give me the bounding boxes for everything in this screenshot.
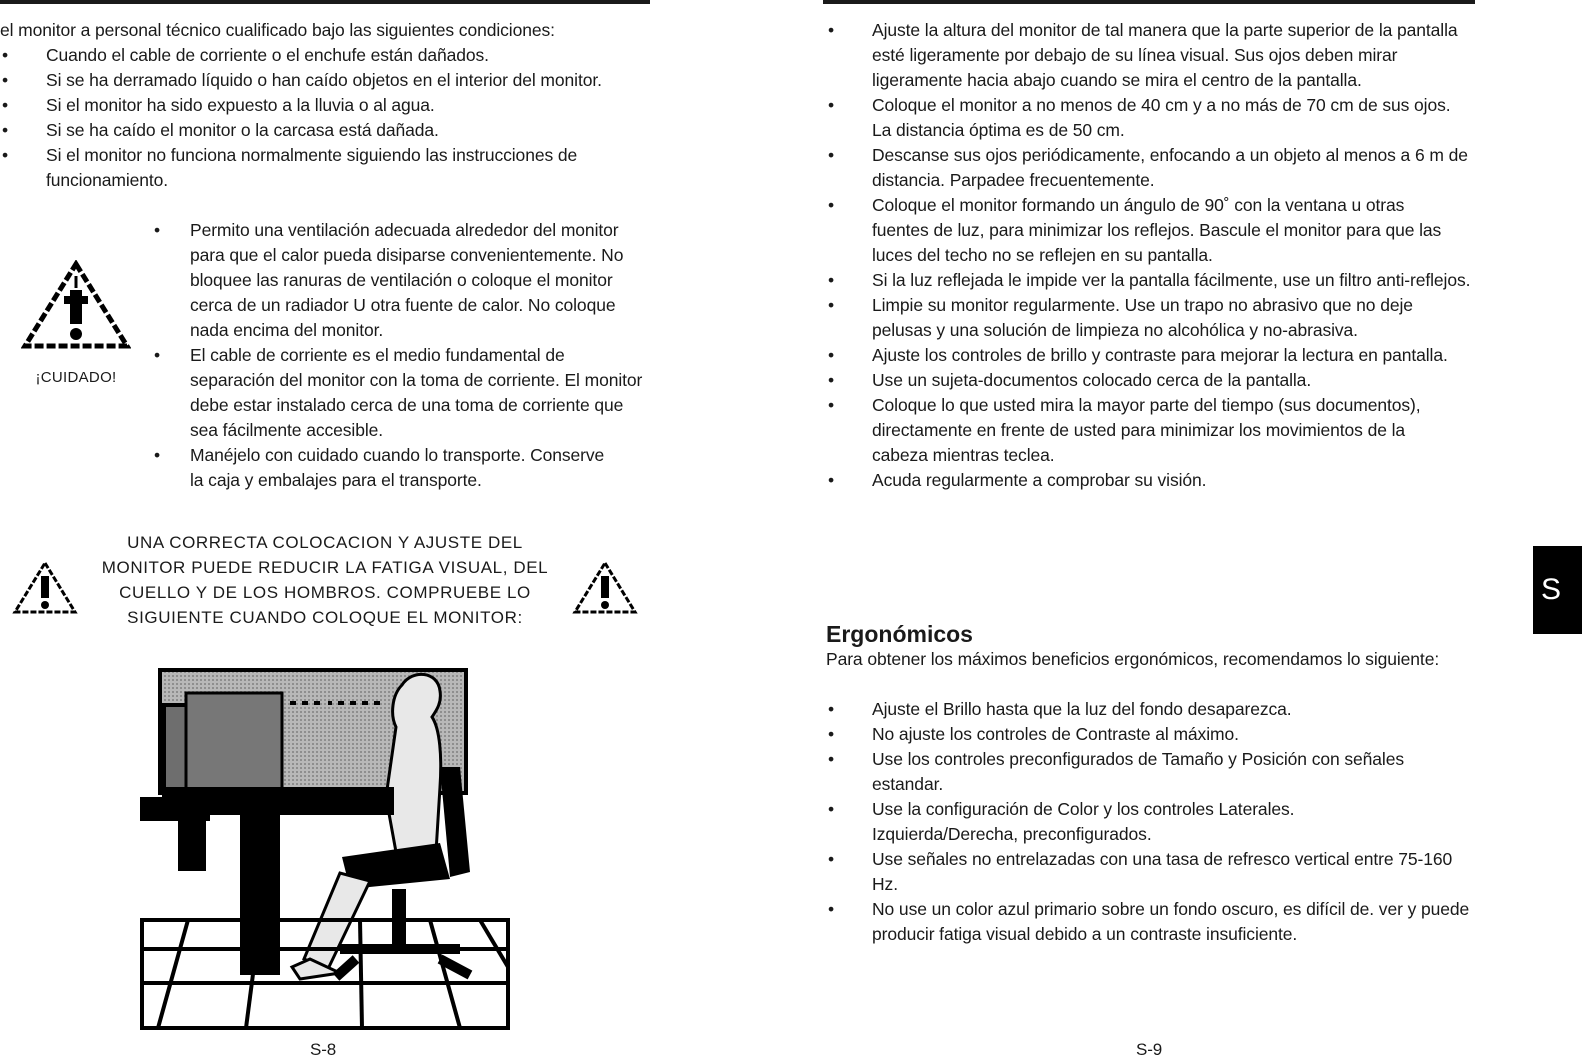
list-item: • Permito una ventilación adecuada alrededor del monitor para que el calor pueda disiparse convenientemente. No bloquee las ranuras de ventilación o coloque el monitor cerca de un radiador U otra fuente de calor. No coloque nada encima del monitor. [148, 218, 644, 343]
right-top-rule [823, 0, 1475, 4]
warning-triangle-icon [12, 560, 78, 616]
workstation-illustration [140, 667, 520, 1032]
list-item: • Use los controles preconfigurados de Tamaño y Posición con señales estandar. [826, 747, 1476, 797]
list-item: • Ajuste la altura del monitor de tal manera que la parte superior de la pantalla esté ligeramente por debajo de su línea visual. Sus ojos deben mirar ligeramente hacia abajo cuando se mira el centro de la pantalla. [826, 18, 1476, 93]
list-item: • No use un color azul primario sobre un fondo oscuro, es difícil de. ver y puede producir fatiga visual debido a un contraste insuficiente. [826, 897, 1476, 947]
list-item: • Coloque lo que usted mira la mayor parte del tiempo (sus documentos), directamente en frente de usted para minimizar los movimientos de la cabeza mientras teclea. [826, 393, 1476, 468]
intro-text: el monitor a personal técnico cualificado bajo las siguientes condiciones: [0, 20, 555, 40]
warning-text [90, 530, 560, 630]
list-item: • No ajuste los controles de Contraste al máximo. [826, 722, 1476, 747]
warning-notice [0, 530, 645, 630]
placement-list [826, 18, 1476, 493]
list-item: • Manéjelo con cuidado cuando lo transporte. Conserve la caja y embalajes para el transporte. [148, 443, 644, 493]
list-item: • Si se ha derramado líquido o han caído objetos en el interior del monitor. [0, 68, 640, 93]
list-item: • Cuando el cable de corriente o el enchufe están dañados. [0, 43, 640, 68]
ergo-intro: Para obtener los máximos beneficios ergonómicos, recomendamos lo siguiente: [826, 649, 1440, 669]
warning-triangle-icon [21, 260, 131, 352]
page-number: S-9 [1136, 1040, 1163, 1059]
list-item: • El cable de corriente es el medio fundamental de separación del monitor con la toma de corriente. El monitor debe estar instalado cerca de una toma de corriente que sea fácilmente accesible. [148, 343, 644, 443]
list-item: • Si la luz reflejada le impide ver la pantalla fácilmente, use un filtro anti-reflejos. [826, 268, 1476, 293]
section-heading-ergonomicos: Ergonómicos [826, 621, 973, 647]
list-item: • Ajuste el Brillo hasta que la luz del fondo desaparezca. [826, 697, 1476, 722]
ergo-list [826, 697, 1476, 947]
caution-list [148, 218, 644, 493]
caution-label: ¡CUIDADO! [35, 369, 117, 386]
list-item: • Use señales no entrelazadas con una tasa de refresco vertical entre 75-160 Hz. [826, 847, 1476, 897]
list-item: • Acuda regularmente a comprobar su visión. [826, 468, 1476, 493]
list-item: • Use un sujeta-documentos colocado cerca de la pantalla. [826, 368, 1476, 393]
warning-line: MONITOR PUEDE REDUCIR LA FATIGA VISUAL, DEL [101, 558, 549, 577]
list-item: • Si el monitor ha sido expuesto a la lluvia o al agua. [0, 93, 640, 118]
list-item: • Use la configuración de Color y los controles Laterales. Izquierda/Derecha, preconfigurados. [826, 797, 1476, 847]
warning-line: UNA CORRECTA COLOCACION Y AJUSTE DEL [127, 533, 523, 552]
list-item: • Coloque el monitor formando un ángulo de 90˚ con la ventana u otras fuentes de luz, para minimizar los reflejos. Bascule el monitor para que las luces del techo no se reflejen en su pantalla. [826, 193, 1476, 268]
list-item: • Si se ha caído el monitor o la carcasa está dañada. [0, 118, 640, 143]
caution-graphic [12, 260, 140, 390]
list-item: • Si el monitor no funciona normalmente siguiendo las instrucciones de funcionamiento. [0, 143, 640, 193]
list-item: • Coloque el monitor a no menos de 40 cm y a no más de 70 cm de sus ojos. La distancia óptima es de 50 cm. [826, 93, 1476, 143]
warning-triangle-icon [572, 560, 638, 616]
warning-line: CUELLO Y DE LOS HOMBROS. COMPRUEBE LO [119, 583, 531, 602]
conditions-list [0, 43, 640, 193]
section-tab: S [1533, 546, 1582, 634]
left-top-rule [0, 0, 650, 4]
caution-block [0, 218, 645, 518]
list-item: • Limpie su monitor regularmente. Use un trapo no abrasivo que no deje pelusas y una solución de limpieza no alcohólica y no-abrasiva. [826, 293, 1476, 343]
page-number: S-8 [310, 1040, 337, 1059]
list-item: • Ajuste los controles de brillo y contraste para mejorar la lectura en pantalla. [826, 343, 1476, 368]
list-item: • Descanse sus ojos periódicamente, enfocando a un objeto al menos a 6 m de distancia. Parpadee frecuentemente. [826, 143, 1476, 193]
warning-line: SIGUIENTE CUANDO COLOQUE EL MONITOR: [127, 608, 523, 627]
